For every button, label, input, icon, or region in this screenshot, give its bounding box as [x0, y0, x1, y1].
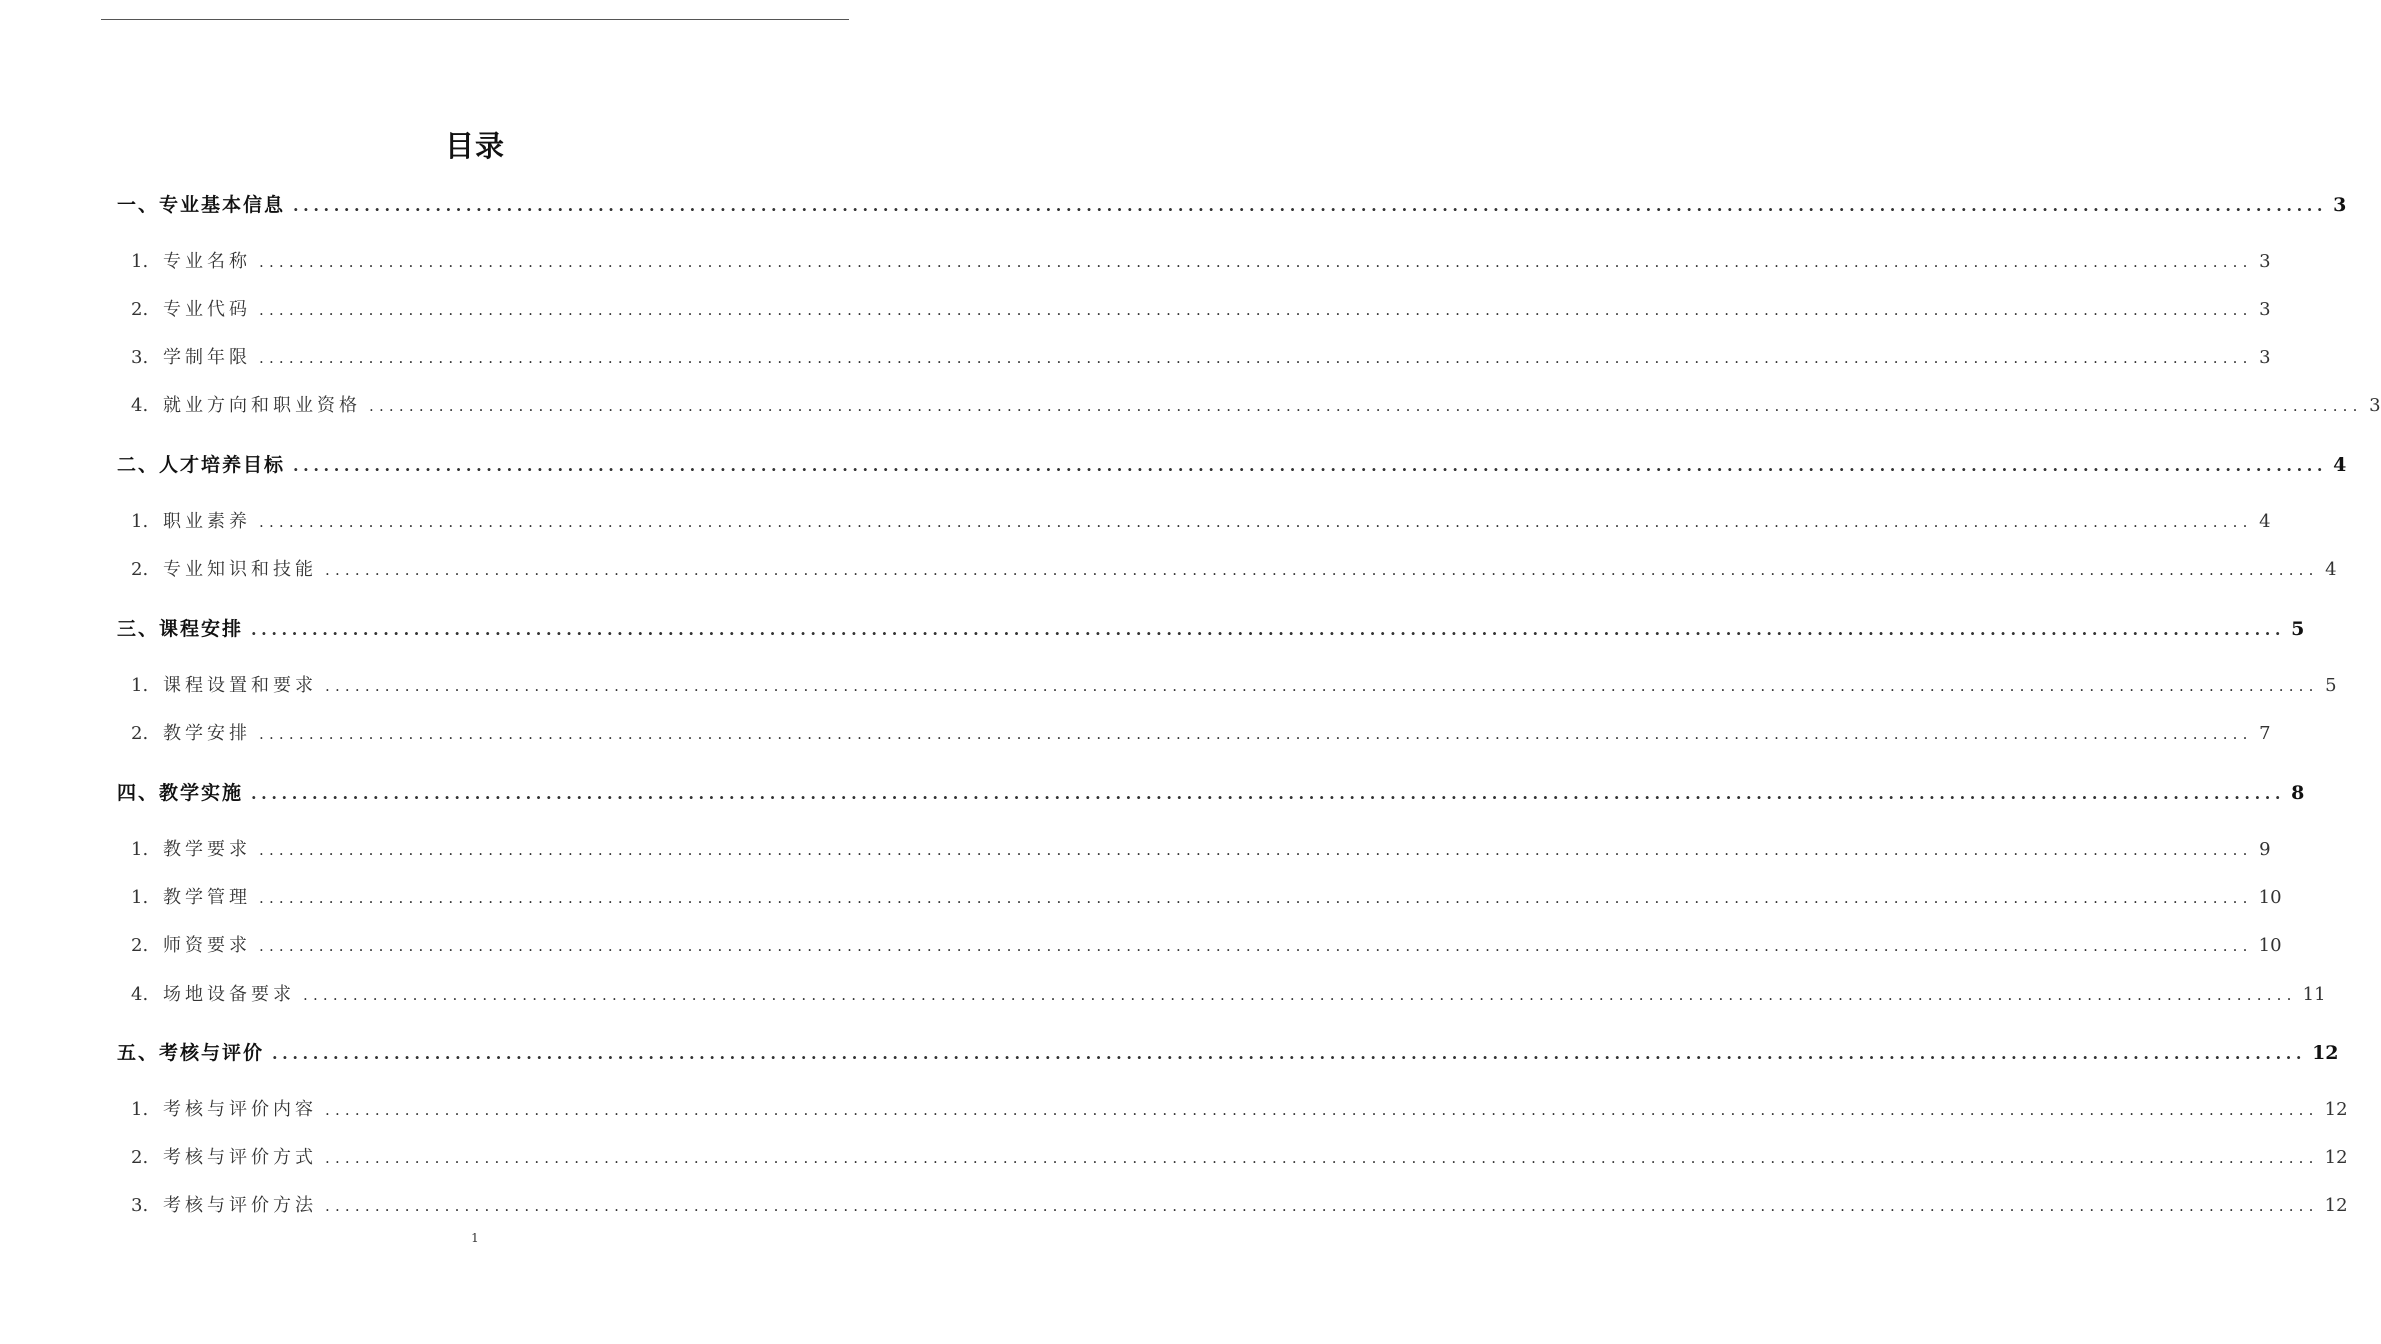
- toc-entry-number: 1.: [131, 839, 149, 860]
- toc-entry-page: 7: [2259, 723, 2271, 744]
- toc-entry-page: 8: [2291, 782, 2305, 804]
- toc-entry-label: [131, 295, 251, 321]
- toc-entry-page: 3: [2333, 194, 2347, 216]
- toc-entry-text: 师资要求: [163, 935, 251, 956]
- dot-leader: ........................................................................................................................................................................................................: [259, 513, 2253, 531]
- toc-section-entry[interactable]: [131, 343, 2271, 369]
- toc-entry-number: 2.: [131, 935, 149, 956]
- dot-leader: ........................................................................................................................................................................................................: [259, 253, 2253, 271]
- toc-entry-number: 1.: [131, 511, 149, 532]
- toc-entry-text: 就业方向和职业资格: [163, 395, 361, 416]
- toc-entry-label: [131, 671, 317, 697]
- toc-entry-text: 场地设备要求: [163, 984, 295, 1005]
- toc-entry-page: 10: [2258, 935, 2282, 956]
- toc-section-entry[interactable]: [131, 980, 2326, 1006]
- toc-entry-page: 12: [2312, 1042, 2339, 1064]
- toc-entry-page: 5: [2325, 675, 2337, 696]
- toc-entry-label: 五、考核与评价: [117, 1042, 265, 1064]
- toc-entry-number: 1.: [131, 887, 149, 908]
- dot-leader: ........................................................................................................................................................................................................: [303, 986, 2297, 1004]
- toc-entry-label: 一、专业基本信息: [117, 194, 286, 216]
- toc-section-entry[interactable]: [131, 1191, 2348, 1217]
- dot-leader: ........................................................................................................................................................................................................: [259, 937, 2253, 955]
- toc-entry-text: 教学要求: [163, 839, 251, 860]
- toc-entry-label: [131, 1095, 317, 1121]
- toc-entry-text: 考核与评价方式: [163, 1147, 317, 1168]
- toc-section-entry[interactable]: [131, 507, 2271, 533]
- toc-entry-number: 2.: [131, 559, 149, 580]
- toc-chapter-entry[interactable]: [117, 614, 2305, 641]
- dot-leader: ........................................................................................................................................................................................................: [325, 1101, 2319, 1119]
- toc-entry-page: 4: [2325, 559, 2337, 580]
- toc-entry-text: 课程设置和要求: [163, 675, 317, 696]
- toc-section-entry[interactable]: [131, 931, 2282, 957]
- toc-entry-text: 教学安排: [163, 723, 251, 744]
- dot-leader: ........................................................................................................................................................................................................: [325, 561, 2319, 579]
- dot-leader: ........................................................................................................................................................................................................: [259, 889, 2253, 907]
- toc-section-entry[interactable]: [131, 1095, 2348, 1121]
- toc-entry-label: 二、人才培养目标: [117, 454, 286, 476]
- dot-leader: ........................................................................................................................................................................................................: [251, 784, 2286, 803]
- toc-entry-label: [131, 1143, 317, 1169]
- toc-entry-number: 2.: [131, 299, 149, 320]
- toc-entry-page: 3: [2259, 251, 2271, 272]
- toc-entry-label: [131, 391, 361, 417]
- toc-section-entry[interactable]: [131, 883, 2282, 909]
- toc-entry-label: [131, 1191, 317, 1217]
- toc-entry-label: [131, 931, 251, 957]
- footer-page-number: 1: [471, 1231, 479, 1245]
- dot-leader: ........................................................................................................................................................................................................: [259, 349, 2253, 367]
- toc-entry-number: 3.: [131, 1195, 149, 1216]
- header-rule: [101, 19, 849, 20]
- toc-entry-number: 1.: [131, 1099, 149, 1120]
- dot-leader: ........................................................................................................................................................................................................: [325, 677, 2319, 695]
- toc-entry-label: [131, 883, 251, 909]
- toc-entry-number: 1.: [131, 251, 149, 272]
- toc-entry-number: 1.: [131, 675, 149, 696]
- toc-entry-text: 考核与评价内容: [163, 1099, 317, 1120]
- toc-entry-label: [131, 555, 317, 581]
- dot-leader: ........................................................................................................................................................................................................: [259, 301, 2253, 319]
- toc-entry-page: 12: [2324, 1195, 2348, 1216]
- toc-entry-page: 12: [2324, 1147, 2348, 1168]
- dot-leader: ........................................................................................................................................................................................................: [293, 456, 2328, 475]
- dot-leader: ........................................................................................................................................................................................................: [325, 1149, 2319, 1167]
- dot-leader: ........................................................................................................................................................................................................: [259, 841, 2253, 859]
- toc-section-entry[interactable]: [131, 719, 2271, 745]
- toc-entry-text: 专业代码: [163, 299, 251, 320]
- toc-entry-page: 5: [2291, 618, 2305, 640]
- toc-entry-page: 4: [2259, 511, 2271, 532]
- toc-section-entry[interactable]: [131, 295, 2271, 321]
- toc-section-entry[interactable]: [131, 1143, 2348, 1169]
- dot-leader: ........................................................................................................................................................................................................: [293, 196, 2328, 215]
- toc-entry-label: 三、课程安排: [117, 618, 244, 640]
- toc-entry-text: 职业素养: [163, 511, 251, 532]
- toc-section-entry[interactable]: [131, 835, 2271, 861]
- toc-entry-number: 3.: [131, 347, 149, 368]
- dot-leader: ........................................................................................................................................................................................................: [251, 620, 2286, 639]
- toc-chapter-entry[interactable]: [117, 1038, 2339, 1065]
- toc-section-entry[interactable]: [131, 391, 2381, 417]
- toc-entry-number: 2.: [131, 1147, 149, 1168]
- toc-section-entry[interactable]: [131, 247, 2271, 273]
- toc-entry-text: 学制年限: [163, 347, 251, 368]
- toc-entry-page: 3: [2259, 347, 2271, 368]
- toc-section-entry[interactable]: [131, 671, 2337, 697]
- toc-entry-label: [131, 507, 251, 533]
- toc-entry-label: [131, 835, 251, 861]
- toc-chapter-entry[interactable]: [117, 450, 2347, 477]
- toc-entry-label: [131, 343, 251, 369]
- toc-entry-page: 9: [2259, 839, 2271, 860]
- page-title: 目录: [444, 129, 505, 163]
- toc-entry-number: 4.: [131, 395, 149, 416]
- toc-entry-page: 11: [2302, 984, 2326, 1005]
- toc-entry-page: 3: [2259, 299, 2271, 320]
- toc-entry-text: 专业知识和技能: [163, 559, 317, 580]
- toc-chapter-entry[interactable]: [117, 778, 2305, 805]
- dot-leader: ........................................................................................................................................................................................................: [259, 725, 2253, 743]
- toc-entry-text: 考核与评价方法: [163, 1195, 317, 1216]
- toc-entry-label: 四、教学实施: [117, 782, 244, 804]
- toc-entry-page: 10: [2258, 887, 2282, 908]
- dot-leader: ........................................................................................................................................................................................................: [369, 397, 2363, 415]
- toc-entry-page: 4: [2333, 454, 2347, 476]
- toc-entry-number: 2.: [131, 723, 149, 744]
- toc-entry-text: 专业名称: [163, 251, 251, 272]
- toc-entry-page: 3: [2369, 395, 2381, 416]
- toc-entry-label: [131, 719, 251, 745]
- toc-entry-label: [131, 247, 251, 273]
- toc-entry-label: [131, 980, 295, 1006]
- toc-entry-page: 12: [2324, 1099, 2348, 1120]
- toc-entry-text: 教学管理: [163, 887, 251, 908]
- toc-section-entry[interactable]: [131, 555, 2337, 581]
- toc-entry-number: 4.: [131, 984, 149, 1005]
- toc-chapter-entry[interactable]: [117, 190, 2347, 217]
- dot-leader: ........................................................................................................................................................................................................: [272, 1044, 2307, 1063]
- dot-leader: ........................................................................................................................................................................................................: [325, 1197, 2319, 1215]
